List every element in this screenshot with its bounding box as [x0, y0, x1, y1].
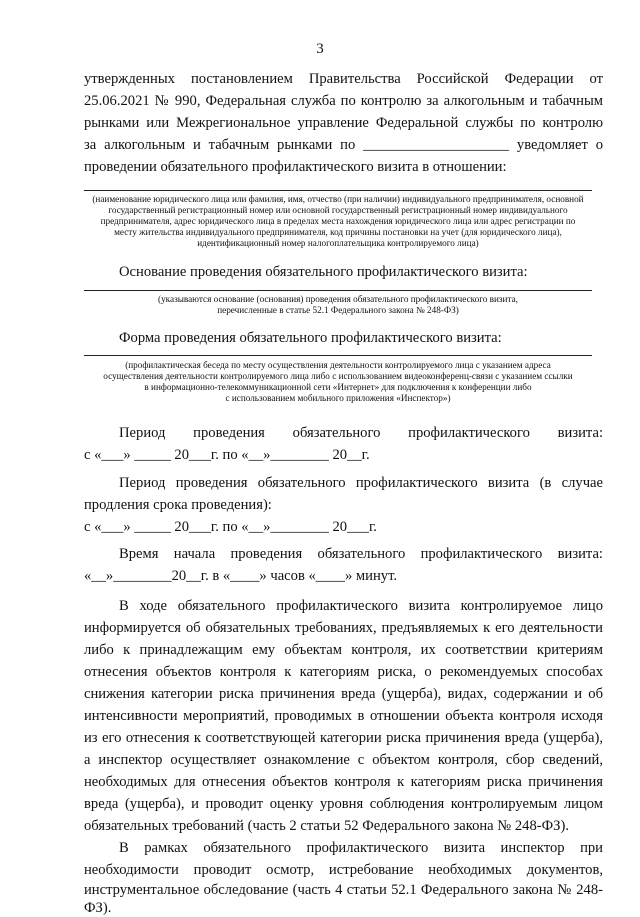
body-line: В ходе обязательного профилактического визита контролируемое лицо [119, 598, 603, 614]
subject-note-line: месту жительства индивидуального предпринимателя, код причины постановки на учет (для юридического лица), [114, 227, 562, 237]
intro-line: утвержденных постановлением Правительства Российской Федерации от [84, 71, 603, 87]
period-label: Период проведения обязательного профилактического визита: [119, 425, 603, 441]
form-heading: Форма проведения обязательного профилактического визита: [119, 330, 502, 346]
subject-note-line: идентификационный номер налогоплательщика контролируемого лица) [197, 238, 479, 248]
basis-note-line: перечисленные в статье 52.1 Федерального закона № 248-ФЗ) [217, 305, 459, 315]
body-line: интенсивности мероприятий, проводимых в отношении объекта контроля исходя [84, 708, 603, 724]
body-line: В рамках обязательного профилактического визита инспектор при [119, 840, 603, 856]
form-note-line: с использованием мобильного приложения «Инспектор») [225, 393, 451, 403]
start-time-label: Время начала проведения обязательного профилактического визита: [119, 546, 603, 562]
body-line: либо к принадлежащим ему объектам контроля, их соответствии критериям [84, 642, 603, 658]
period-ext-dates: с «___» _____ 20___г. по «__»________ 20___г. [84, 519, 377, 535]
page-number: 3 [316, 41, 324, 57]
form-note-line: (профилактическая беседа по месту осуществления деятельности контролируемого лица с указанием адреса [125, 360, 551, 370]
period-ext-label: Период проведения обязательного профилактического визита (в случае [119, 475, 603, 491]
start-time-value: «__»________20__г. в «____» часов «____» минут. [84, 568, 397, 584]
body-line: необходимых для отнесения объектов контроля к категориям риска причинения [84, 774, 603, 790]
basis-fill-line [84, 290, 592, 291]
body-line: обязательных требований (часть 2 статьи 52 Федерального закона № 248-ФЗ). [84, 818, 569, 834]
intro-line: за алкогольным и табачным рынками по ____________________ уведомляет о [84, 137, 603, 153]
body-line: информируется об обязательных требованиях, предъявляемых к его деятельности [84, 620, 603, 636]
body-line: отнесения объектов контроля к категориям риска, о рекомендуемых способах [84, 664, 603, 680]
form-note-line: осуществления деятельности контролируемого лица либо с использованием видеоконференц-связи с указанием ссылки [103, 371, 573, 381]
intro-line: 25.06.2021 № 990, Федеральная служба по контролю за алкогольным и табачным [84, 93, 603, 109]
body-line: необходимости проводит осмотр, истребование необходимых документов, [84, 862, 603, 878]
subject-fill-line [84, 190, 592, 191]
form-fill-line [84, 355, 592, 356]
subject-note-line: государственный регистрационный номер или основной государственный регистрационный номер индивидуального [108, 205, 568, 215]
subject-note-line: (наименование юридического лица или фамилия, имя, отчество (при наличии) индивидуального предпринимателя, основной [92, 194, 584, 204]
body-line: из его отнесения к соответствующей категории риска причинения вреда (ущерба), [84, 730, 603, 746]
body-line: снижения категории риска причинения вреда (ущерба), видах, содержании и об [84, 686, 603, 702]
period-ext-label-cont: продления срока проведения): [84, 497, 272, 513]
period-dates: с «___» _____ 20___г. по «__»________ 20__г. [84, 447, 370, 463]
intro-line: проведении обязательного профилактического визита в отношении: [84, 159, 507, 175]
body-line: инструментальное обследование (часть 4 статьи 52.1 Федерального закона № 248-ФЗ). [84, 882, 603, 916]
basis-note-line: (указываются основание (основания) проведения обязательного профилактического визита, [158, 294, 518, 304]
basis-heading: Основание проведения обязательного профилактического визита: [119, 264, 528, 280]
intro-line: рынками или Межрегиональное управление Федеральной службы по контролю [84, 115, 603, 131]
form-note-line: в информационно-телекоммуникационной сети «Интернет» для подключения к конференции либо [144, 382, 532, 392]
subject-note-line: предпринимателя, адрес юридического лица в пределах места нахождения юридического лица или адрес регистрации по [100, 216, 576, 226]
body-line: а инспектор осуществляет ознакомление с объектом контроля, сбор сведений, [84, 752, 603, 768]
body-line: вреда (ущерба), и проводит оценку уровня соблюдения контролируемым лицом [84, 796, 603, 812]
